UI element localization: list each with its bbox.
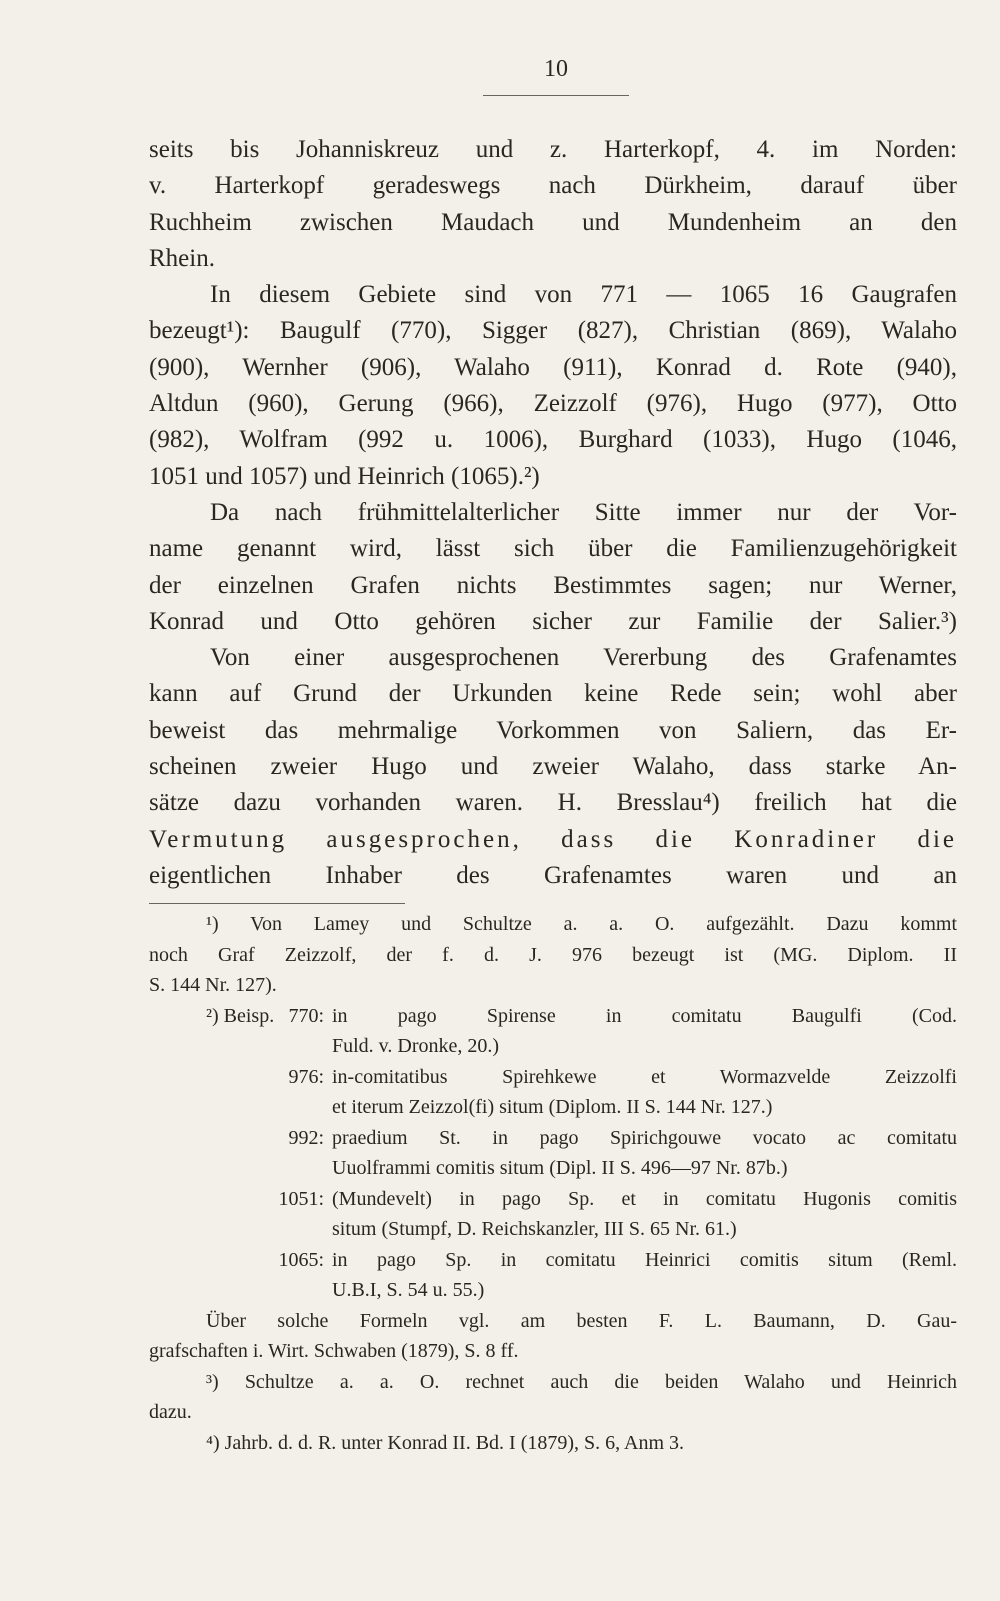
- footnote-rule: [149, 903, 405, 904]
- text-line: Rhein.: [149, 244, 215, 272]
- footnote-2-label: 976:: [288, 1065, 324, 1088]
- footnote-2-text: et iterum Zeizzol(fi) situm (Diplom. II S. 144 Nr. 127.): [332, 1096, 773, 1118]
- text-line: bezeugt¹): Baugulf (770), Sigger (827), Christian (869), Walaho: [149, 317, 957, 345]
- footnotes: [149, 909, 957, 1458]
- footnote-2-label: 770:: [288, 1004, 324, 1027]
- footnote-4-line: ⁴) Jahrb. d. d. R. unter Konrad II. Bd. I (1879), S. 6, Anm 3.: [206, 1431, 685, 1454]
- footnote-2-text: in-comitatibus Spirehkewe et Wormazvelde Zeizzolfi: [332, 1065, 957, 1088]
- footnote-2-tail: Über solche Formeln vgl. am besten F. L. Baumann, D. Gau-: [206, 1309, 957, 1332]
- footnote-1-line: noch Graf Zeizzolf, der f. d. J. 976 bezeugt ist (MG. Diplom. II: [149, 943, 957, 966]
- footnote-1-line: S. 144 Nr. 127).: [149, 974, 277, 996]
- text-line: beweist das mehrmalige Vorkommen von Saliern, das Er-: [149, 716, 957, 744]
- footnote-2-text: U.B.I, S. 54 u. 55.): [332, 1279, 485, 1301]
- footnote-2-entry: [149, 1062, 957, 1093]
- footnote-1-line: ¹) Von Lamey und Schultze a. a. O. aufgezählt. Dazu kommt: [206, 913, 957, 935]
- text-line: scheinen zweier Hugo und zweier Walaho, dass starke An-: [149, 753, 957, 781]
- footnote-2-label: 1051:: [278, 1187, 324, 1210]
- footnote-2-text: Fuld. v. Dronke, 20.): [332, 1035, 500, 1057]
- footnote-2-entry: [149, 1275, 957, 1306]
- text-line: (900), Wernher (906), Walaho (911), Konrad d. Rote (940),: [149, 353, 957, 381]
- text-line: seits bis Johanniskreuz und z. Harterkopf, 4. im Norden:: [149, 136, 957, 163]
- footnote-2-entry: [149, 1184, 957, 1215]
- footnote-2-text: Uuolframmi comitis situm (Dipl. II S. 496—97 Nr. 87b.): [332, 1157, 788, 1179]
- footnote-2-entry: [149, 1245, 957, 1276]
- footnote-2-entry: [149, 1214, 957, 1245]
- footnote-2-text: praedium St. in pago Spirichgouwe vocato ac comitatu: [332, 1126, 957, 1149]
- text-line: v. Harterkopf geradeswegs nach Dürkheim, darauf über: [149, 172, 957, 200]
- text-line: Von einer ausgesprochenen Vererbung des Grafenamtes: [210, 644, 957, 672]
- footnote-2-tail: grafschaften i. Wirt. Schwaben (1879), S. 8 ff.: [149, 1340, 519, 1362]
- text-line: Ruchheim zwischen Maudach und Mundenheim an den: [149, 208, 957, 236]
- text-line: Vermutung ausgesprochen, dass die Konradiner die: [149, 825, 957, 853]
- footnote-2-entry: [149, 1153, 957, 1184]
- footnote-2-entry: [149, 1123, 957, 1154]
- page-number-rule: [483, 95, 629, 96]
- text-line: eigentlichen Inhaber des Grafenamtes waren und an: [149, 861, 957, 889]
- footnote-2-entry: [149, 1092, 957, 1123]
- text-line: Da nach frühmittelalterlicher Sitte immer nur der Vor-: [210, 498, 957, 526]
- text-line: Konrad und Otto gehören sicher zur Familie der Salier.³): [149, 607, 957, 635]
- text-line: sätze dazu vorhanden waren. H. Bresslau⁴) freilich hat die: [149, 789, 957, 817]
- text-line: kann auf Grund der Urkunden keine Rede sein; wohl aber: [149, 680, 957, 708]
- footnote-2-label: 1065:: [278, 1248, 324, 1271]
- text-line: Altdun (960), Gerung (966), Zeizzolf (976), Hugo (977), Otto: [149, 390, 957, 418]
- main-text: [149, 132, 957, 894]
- footnote-2-entry: [149, 1001, 957, 1032]
- footnote-2-text: in pago Spirense in comitatu Baugulfi (Cod.: [332, 1004, 957, 1027]
- footnote-2-text: situm (Stumpf, D. Reichskanzler, III S. 65 Nr. 61.): [332, 1218, 737, 1240]
- footnote-2-label: 992:: [288, 1126, 324, 1149]
- footnote-2-entry: [149, 1031, 957, 1062]
- footnote-3-line: ³) Schultze a. a. O. rechnet auch die beiden Walaho und Heinrich: [206, 1370, 957, 1393]
- text-line: (982), Wolfram (992 u. 1006), Burghard (1033), Hugo (1046,: [149, 426, 957, 454]
- footnote-2-text: in pago Sp. in comitatu Heinrici comitis situm (Reml.: [332, 1248, 957, 1271]
- text-line: name genannt wird, lässt sich über die Familienzugehörigkeit: [149, 535, 957, 563]
- footnote-2-intro: ²) Beisp.: [206, 1004, 275, 1027]
- page-number: 10: [544, 56, 568, 82]
- text-line: In diesem Gebiete sind von 771 — 1065 16 Gaugrafen: [210, 281, 957, 309]
- text-line: der einzelnen Grafen nichts Bestimmtes sagen; nur Werner,: [149, 571, 957, 599]
- text-line: 1051 und 1057) und Heinrich (1065).²): [149, 462, 540, 490]
- footnote-2-text: (Mundevelt) in pago Sp. et in comitatu Hugonis comitis: [332, 1187, 957, 1210]
- footnote-3-line: dazu.: [149, 1401, 192, 1423]
